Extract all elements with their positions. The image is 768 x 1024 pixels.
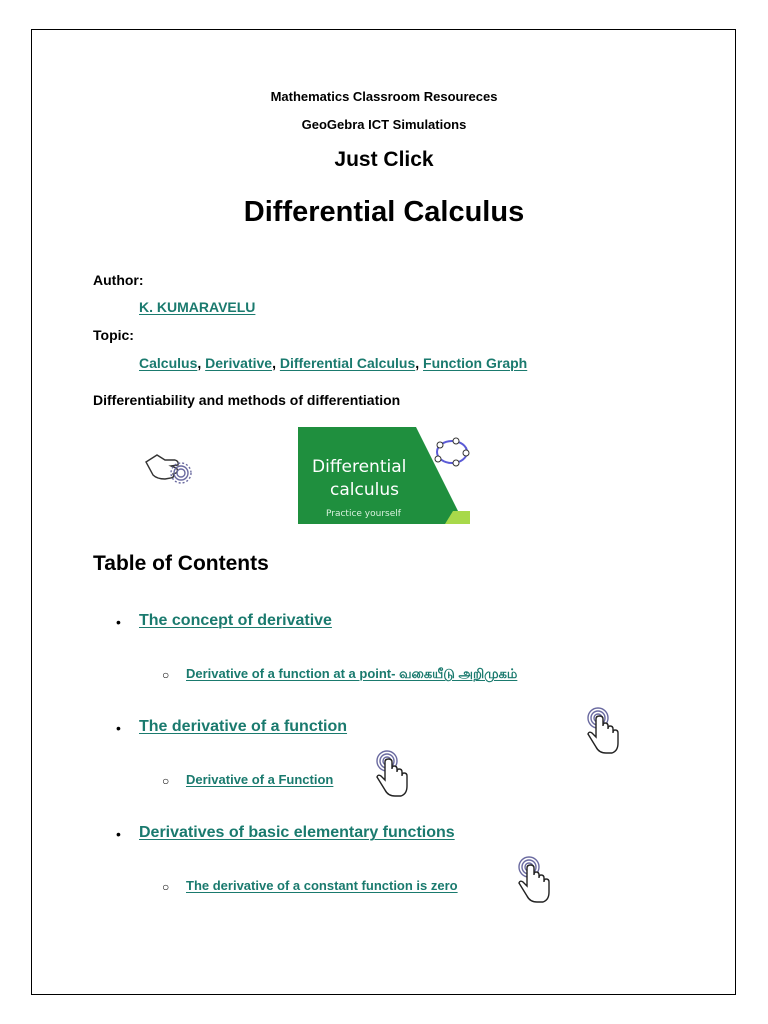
topic-link-function-graph[interactable]: Function Graph (423, 355, 528, 371)
toc-subitem-derivative-at-point[interactable]: Derivative of a function at a point- வகையீடு அறிமுகம் (186, 666, 518, 681)
banner-line3: Practice yourself (326, 509, 401, 519)
hand-pointer-icon[interactable] (584, 707, 622, 762)
toc-item-derivative-of-function[interactable]: The derivative of a function (139, 718, 348, 735)
toc-title: Table of Contents (93, 552, 269, 575)
topic-link-calculus[interactable]: Calculus (139, 355, 198, 371)
banner-line1: Differential (312, 457, 407, 477)
topic-link-derivative[interactable]: Derivative (205, 355, 273, 371)
circle-bullet-icon: ○ (162, 774, 170, 788)
toc-subitem-derivative-of-a-function[interactable]: Derivative of a Function (186, 772, 334, 787)
topic-separator: , (415, 355, 420, 371)
simulation-heading: GeoGebra ICT Simulations (301, 117, 467, 132)
description-text: Differentiability and methods of differentiation (93, 392, 401, 408)
bullet-icon: • (116, 614, 121, 630)
bullet-icon: • (116, 720, 121, 736)
just-click-heading: Just Click (334, 148, 434, 171)
circle-bullet-icon: ○ (162, 880, 170, 894)
circle-bullet-icon: ○ (162, 668, 170, 682)
hand-pointer-icon[interactable] (373, 750, 411, 805)
toc-subitem-constant-function[interactable]: The derivative of a constant function is zero (186, 878, 458, 893)
banner-line2: calculus (330, 480, 399, 500)
author-link[interactable]: K. KUMARAVELU (139, 299, 256, 315)
bullet-icon: • (116, 826, 121, 842)
topic-separator: , (197, 355, 202, 371)
topic-link-differential-calculus[interactable]: Differential Calculus (279, 355, 416, 371)
topic-list (139, 355, 527, 371)
topic-label: Topic: (93, 327, 134, 343)
author-label: Author: (93, 272, 144, 288)
toc-item-derivatives-basic-functions[interactable]: Derivatives of basic elementary functions (139, 824, 455, 841)
toc-item-concept-of-derivative[interactable]: The concept of derivative (139, 612, 332, 629)
page-title: Differential Calculus (243, 196, 525, 228)
resource-heading: Mathematics Classroom Resoureces (270, 89, 498, 104)
hand-pointer-icon[interactable] (143, 448, 197, 493)
differential-calculus-banner[interactable] (298, 427, 470, 524)
hand-pointer-icon[interactable] (515, 856, 553, 911)
topic-separator: , (272, 355, 276, 371)
